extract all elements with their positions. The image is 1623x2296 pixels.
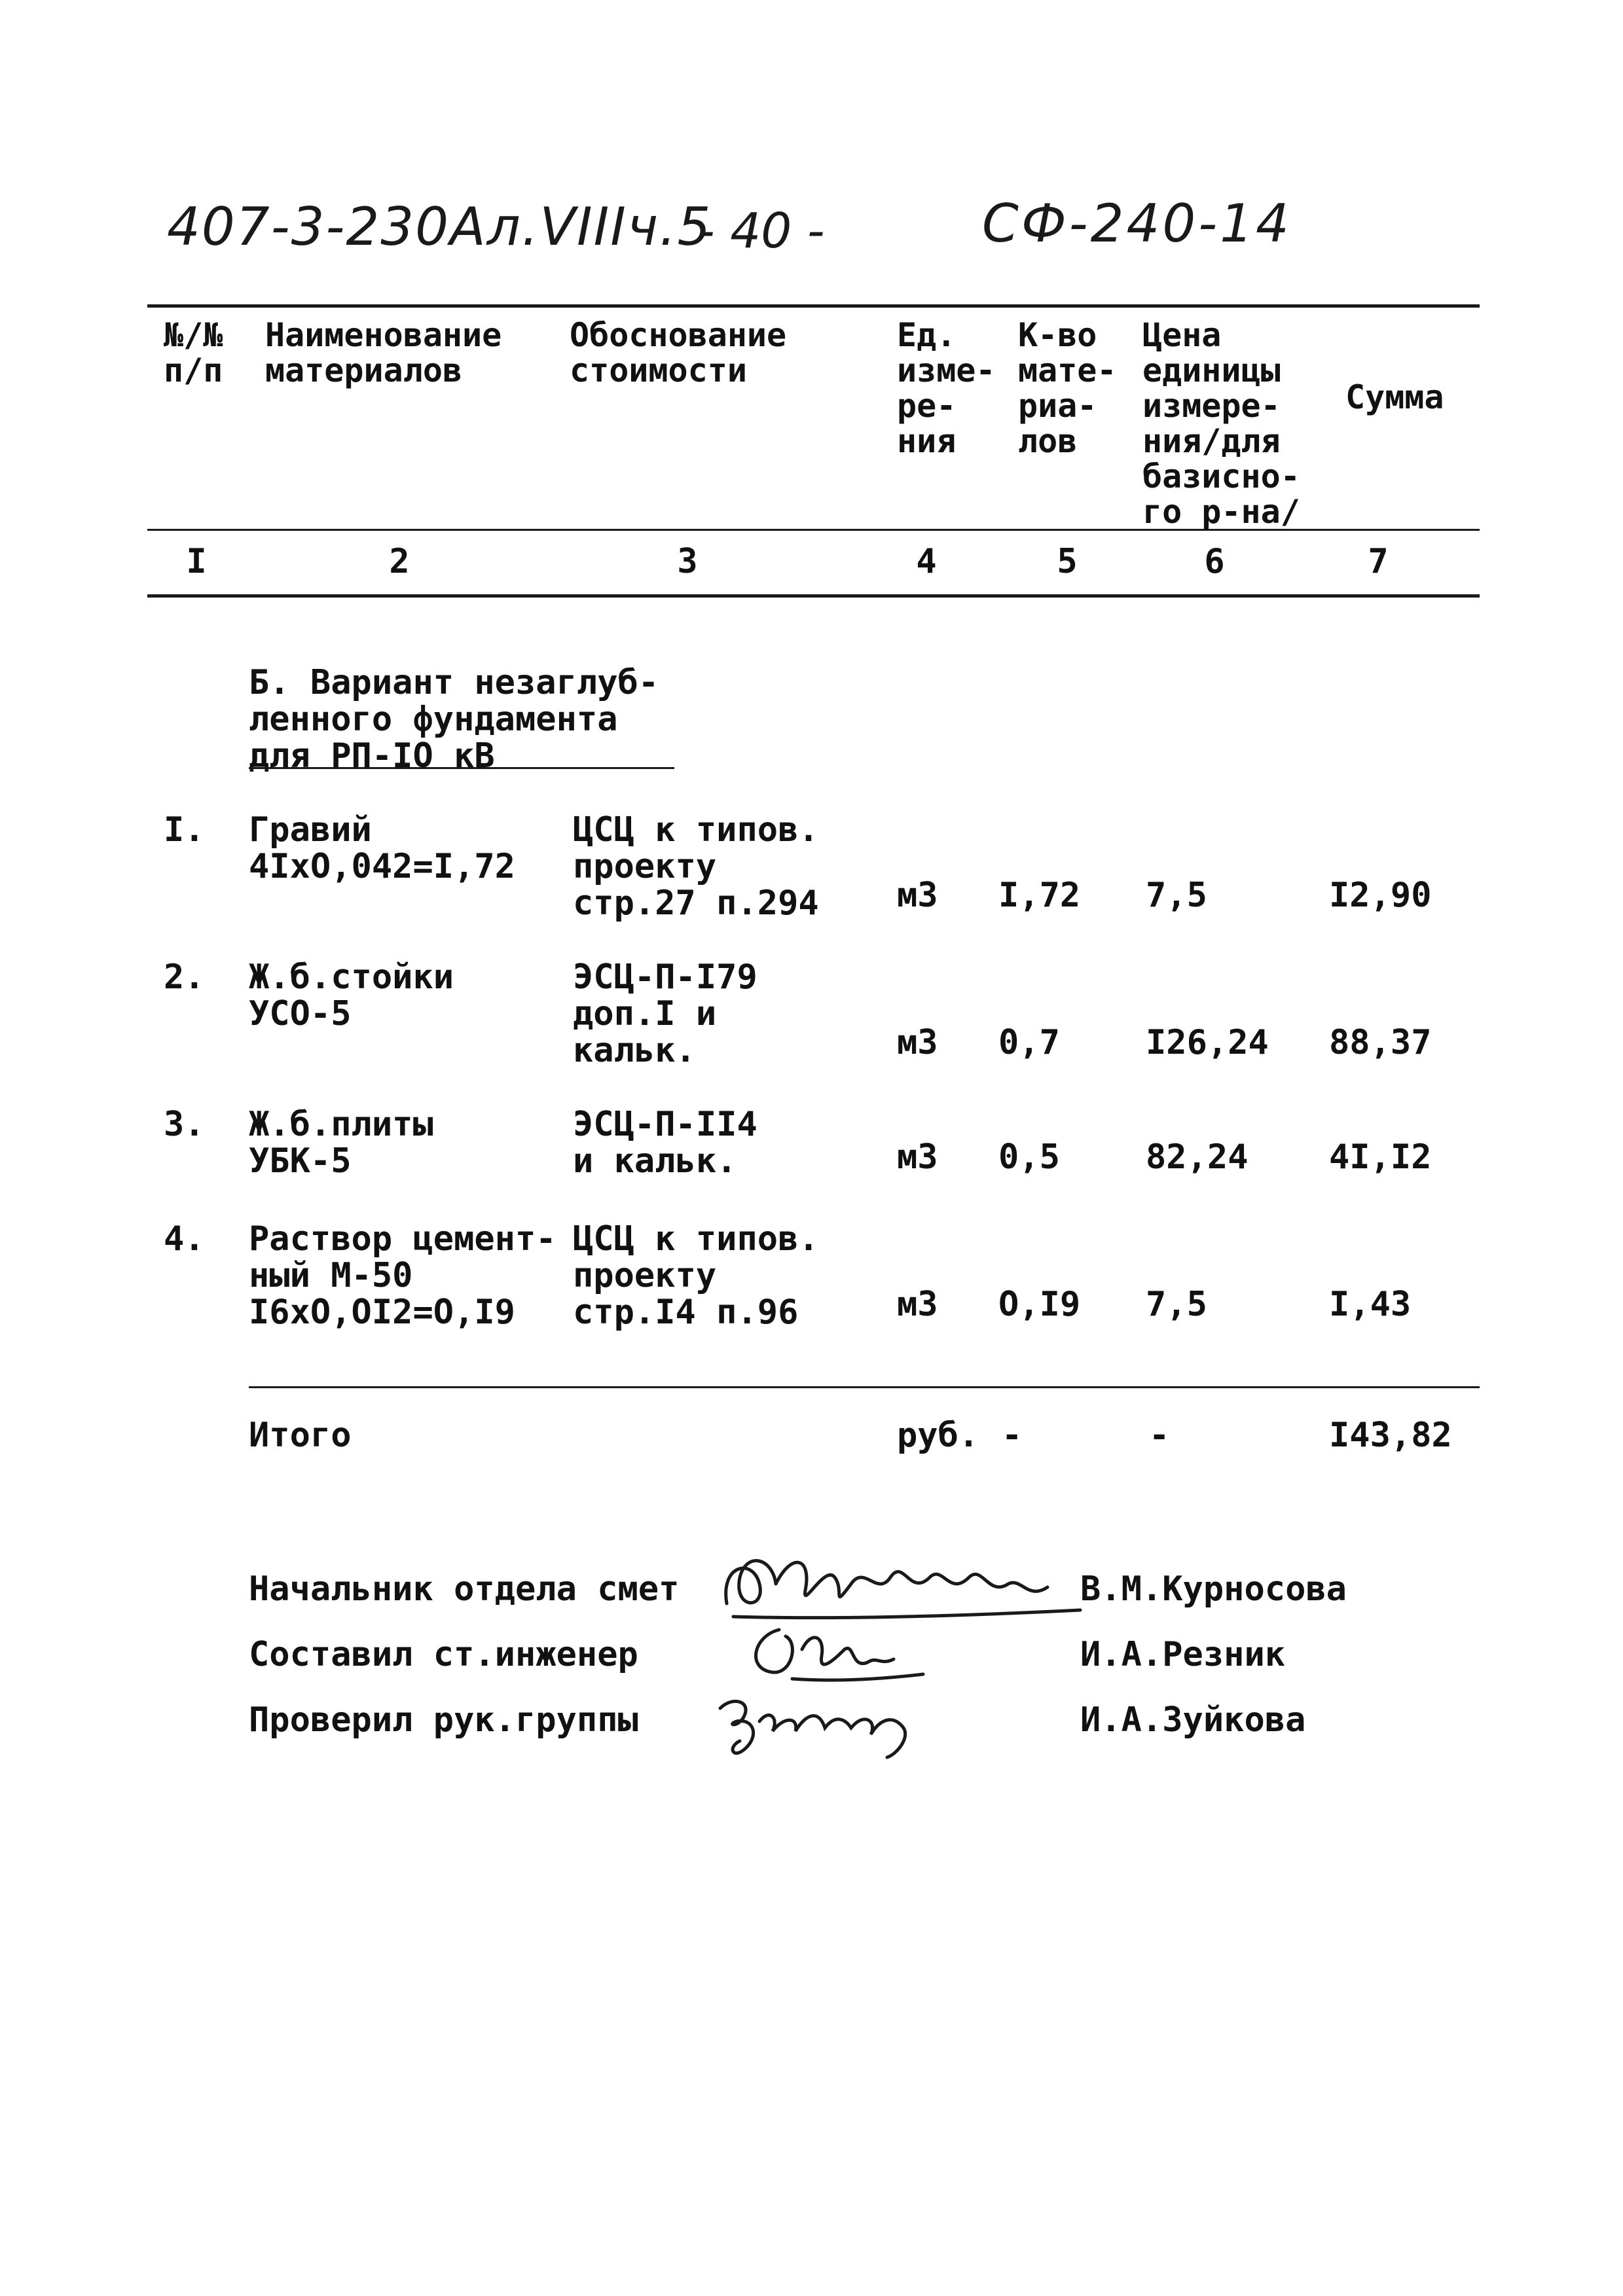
col-number-1: I	[186, 542, 207, 581]
row-4-unit: м3	[897, 1285, 938, 1324]
row-3-qty: 0,5	[998, 1138, 1060, 1177]
row-1-qty: I,72	[998, 876, 1081, 915]
total-label: Итого	[249, 1416, 352, 1455]
row-3-basis: ЭСЦ-П-II4 и кальк.	[573, 1105, 757, 1181]
col-header-basis: Обоснование стоимости	[570, 316, 787, 389]
row-1-unit: м3	[897, 876, 938, 915]
total-rule	[249, 1386, 1480, 1388]
total-sum: I43,82	[1329, 1416, 1452, 1455]
row-4-sum: I,43	[1329, 1285, 1412, 1324]
row-3-name: Ж.б.плиты УБК-5	[249, 1105, 433, 1181]
row-2-sum: 88,37	[1329, 1023, 1432, 1062]
page-number: - 40 -	[697, 203, 825, 259]
col-header-num: №/№ п/п	[164, 316, 223, 389]
col-number-2: 2	[389, 542, 410, 581]
row-2-unit: м3	[897, 1023, 938, 1062]
signature-role-2: Составил ст.инженер	[249, 1635, 638, 1674]
row-1-basis: ЦСЦ к типов. проекту стр.27 п.294	[573, 810, 819, 923]
signature-handwritten-2	[740, 1617, 936, 1689]
row-2-qty: 0,7	[998, 1023, 1060, 1062]
row-4-num: 4.	[164, 1219, 205, 1259]
row-2-price: I26,24	[1146, 1023, 1269, 1062]
row-3-num: 3.	[164, 1105, 205, 1144]
signature-handwritten-1	[714, 1538, 1093, 1630]
col-number-7: 7	[1368, 542, 1389, 581]
signature-role-3: Проверил рук.группы	[249, 1700, 638, 1740]
row-2-num: 2.	[164, 958, 205, 997]
section-title-underline	[249, 767, 674, 769]
col-header-qty: К-во мате- риа- лов	[1018, 316, 1117, 460]
row-3-price: 82,24	[1146, 1138, 1249, 1177]
column-numbers-rule	[147, 594, 1480, 598]
signature-handwritten-3	[707, 1682, 943, 1767]
row-2-basis: ЭСЦ-П-I79 доп.I и кальк.	[573, 958, 757, 1070]
signature-name-1: В.М.Курносова	[1080, 1570, 1347, 1609]
total-qty: -	[1002, 1416, 1023, 1455]
col-number-5: 5	[1057, 542, 1078, 581]
row-3-unit: м3	[897, 1138, 938, 1177]
col-header-sum: Сумма	[1345, 378, 1444, 416]
section-title: Б. Вариант незаглуб- ленного фундамента для РП-IO кВ	[249, 663, 659, 776]
table-top-rule	[147, 304, 1480, 308]
row-3-sum: 4I,I2	[1329, 1138, 1432, 1177]
row-4-basis: ЦСЦ к типов. проекту стр.I4 п.96	[573, 1219, 819, 1332]
row-4-price: 7,5	[1146, 1285, 1207, 1324]
row-4-qty: O,I9	[998, 1285, 1081, 1324]
col-number-6: 6	[1204, 542, 1225, 581]
row-2-name: Ж.б.стойки УСО-5	[249, 958, 454, 1033]
row-1-price: 7,5	[1146, 876, 1207, 915]
document-code: 407-3-230Ал.VIIIч.5	[167, 196, 712, 257]
signature-role-1: Начальник отдела смет	[249, 1570, 680, 1609]
row-1-name: Гравий 4IxO,042=I,72	[249, 810, 515, 886]
total-price: -	[1149, 1416, 1170, 1455]
col-number-4: 4	[916, 542, 937, 581]
sheet-code: СФ-240-14	[982, 193, 1292, 254]
row-1-num: I.	[164, 810, 205, 850]
signature-name-2: И.А.Резник	[1080, 1635, 1286, 1674]
row-1-sum: I2,90	[1329, 876, 1432, 915]
col-header-price: Цена единицы измере- ния/для базисно- го р-на/	[1142, 316, 1300, 531]
signature-name-3: И.А.Зуйкова	[1080, 1700, 1306, 1740]
row-4-name: Раствор цемент- ный М-50 I6xO,OI2=O,I9	[249, 1219, 556, 1332]
col-header-name: Наименование материалов	[265, 316, 502, 389]
col-header-unit: Ед. изме- ре- ния	[897, 316, 996, 460]
col-number-3: 3	[677, 542, 698, 581]
total-unit: руб.	[897, 1416, 979, 1455]
